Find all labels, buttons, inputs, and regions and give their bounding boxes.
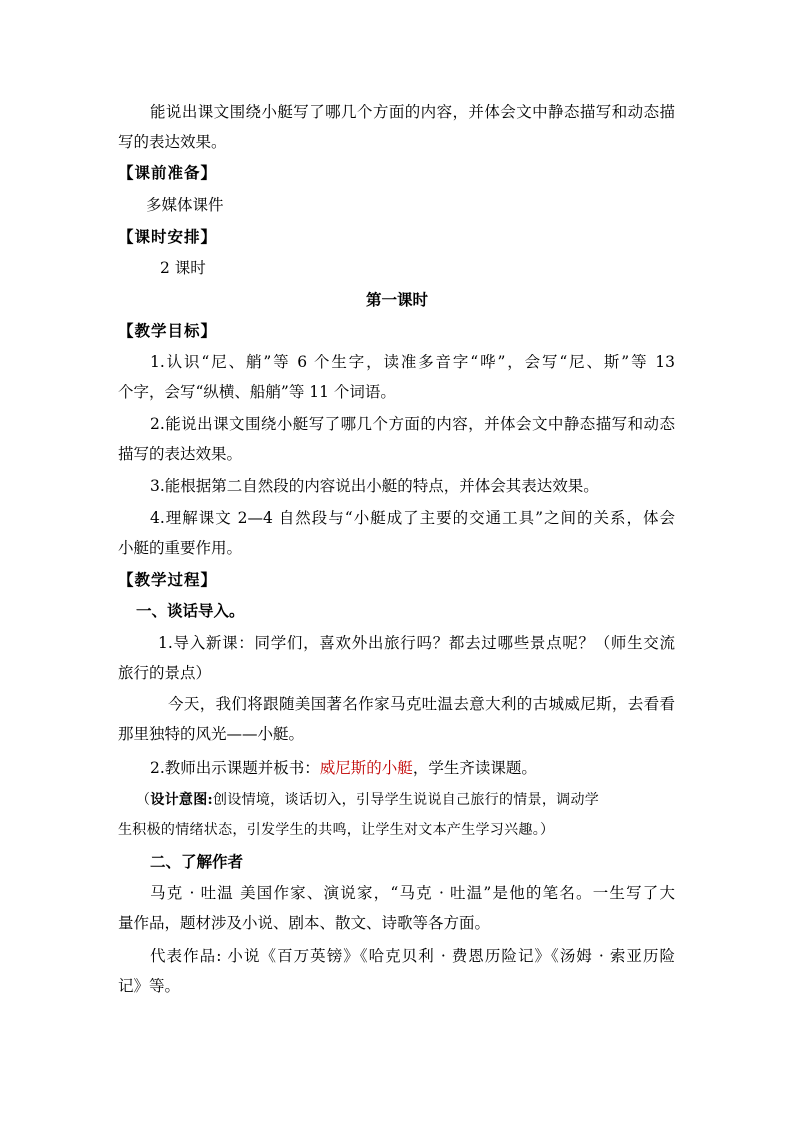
intro-line-2: 写的表达效果。 xyxy=(118,133,227,151)
goals-heading: 【教学目标】 xyxy=(118,321,218,340)
section-2-title: 二、了解作者 xyxy=(150,852,244,871)
section-1-p1-line-2: 旅行的景点） xyxy=(118,664,212,682)
section-2-p2-line-1: 代表作品: 小说《百万英镑》《哈克贝利 · 费恩历险记》《汤姆 · 索亚历险 xyxy=(150,947,675,965)
section-1-p2-line-1: 今天，我们将跟随美国著名作家马克吐温去意大利的古城威尼斯，去看看 xyxy=(168,695,675,713)
goal-4-line-2: 小艇的重要作用。 xyxy=(118,539,243,557)
design-open-paren: （ xyxy=(136,792,151,808)
lesson-title: 第一课时 xyxy=(365,290,428,309)
section-1-p1-line-1: 1.导入新课：同学们，喜欢外出旅行吗？都去过哪些景点呢？（师生交流 xyxy=(158,634,675,652)
schedule-content: 2 课时 xyxy=(160,259,206,277)
goal-2-line-2: 描写的表达效果。 xyxy=(118,445,243,463)
process-heading: 【教学过程】 xyxy=(118,570,218,589)
goal-2-line-1: 2.能说出课文围绕小艇写了哪几个方面的内容，并体会文中静态描写和动态 xyxy=(150,415,675,433)
p3-suffix: ，学生齐读课题。 xyxy=(412,759,537,777)
design-intent-text-1: 创设情境，谈话切入，引导学生说说自己旅行的情景，调动学 xyxy=(212,792,600,808)
goal-1-line-2: 个字，会写“纵横、船艄”等 11 个词语。 xyxy=(118,383,396,401)
section-1-p2-line-2: 那里独特的风光——小艇。 xyxy=(118,725,305,743)
lesson-title-highlight: 威尼斯的小艇 xyxy=(319,759,413,777)
design-intent-line-2: 生积极的情绪状态，引发学生的共鸣，让学生对文本产生学习兴趣。） xyxy=(118,822,555,838)
prep-content: 多媒体课件 xyxy=(146,196,224,214)
p3-prefix: 2.教师出示课题并板书： xyxy=(150,759,320,777)
section-2-p2-line-2: 记》等。 xyxy=(118,977,181,995)
intro-line-1: 能说出课文围绕小艇写了哪几个方面的内容，并体会文中静态描写和动态描 xyxy=(150,103,675,121)
goal-3: 3.能根据第二自然段的内容说出小艇的特点，并体会其表达效果。 xyxy=(150,477,599,495)
goal-4-line-1: 4.理解课文 2—4 自然段与“小艇成了主要的交通工具”之间的关系，体会 xyxy=(150,509,675,527)
schedule-heading: 【课时安排】 xyxy=(118,227,218,246)
prep-heading: 【课前准备】 xyxy=(118,163,218,182)
section-2-p1-line-2: 量作品，题材涉及小说、剧本、散文、诗歌等各方面。 xyxy=(118,914,491,932)
design-intent-line-1 xyxy=(136,790,675,810)
section-2-p1-line-1: 马克 · 吐温 美国作家、演说家，“马克 · 吐温”是他的笔名。一生写了大 xyxy=(150,884,675,902)
goal-1-line-1: 1.认识“尼、艄”等 6 个生字，读准多音字“哗”，会写“尼、斯”等 13 xyxy=(150,353,675,371)
design-intent-label: 设计意图: xyxy=(150,792,213,808)
section-1-p3 xyxy=(150,758,710,778)
section-1-title: 一、谈话导入。 xyxy=(136,601,245,620)
